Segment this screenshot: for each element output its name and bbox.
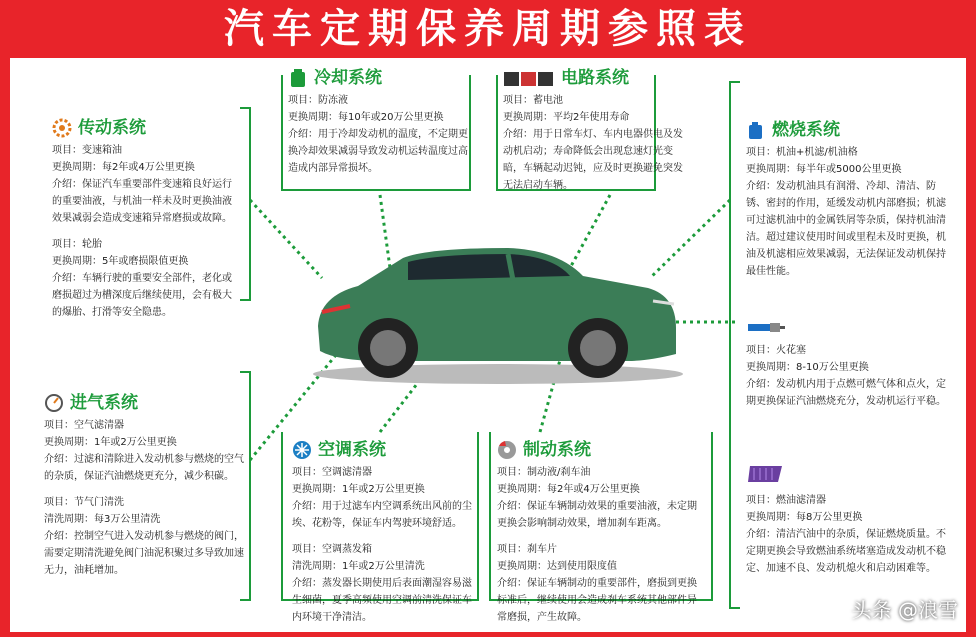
oil-can-icon: [746, 120, 766, 140]
fuel-line: 更换周期：每半年或5000公里更换: [746, 164, 902, 175]
brake-line: 项目：制动液/刹车油: [497, 467, 591, 478]
intake-line: 项目：空气滤清器: [44, 420, 124, 431]
spark-line: 更换周期：8-10万公里更换: [746, 362, 869, 373]
ac-section: [292, 438, 478, 626]
brake-line: 更换会影响制动效果，增加刹车距离。: [497, 518, 667, 529]
brake-line: 介绍：保证车辆制动效果的重要油液，未定期: [497, 501, 697, 512]
drive-title: 传动系统: [78, 117, 146, 138]
drive-line: 介绍：车辆行驶的重要安全部件，老化或: [52, 273, 232, 284]
fuel-line: 可过滤机油中的金属铁屑等杂质，保持机油清: [746, 215, 946, 226]
ac-title: 空调系统: [318, 439, 386, 460]
watermark: 头条 @浪雪: [851, 598, 958, 622]
brake-title: 制动系统: [523, 439, 591, 460]
electric-section: [503, 66, 703, 194]
spark-line: 项目：火花塞: [746, 345, 806, 356]
ac-line: 介绍：用于过滤车内空调系统出风前的尘: [292, 501, 472, 512]
intake-section: [44, 391, 244, 579]
drive-section: [52, 116, 242, 321]
ac-line: 清洗周期：1年或2万公里清洗: [292, 561, 425, 572]
fuel-filter-line: 定、加速不良、发动机熄火和启动困难等。: [746, 563, 936, 574]
brake-line: 介绍：保证车辆制动的重要部件，磨损到更换: [497, 578, 697, 589]
intake-line: 需要定期清洗避免阀门油泥积聚过多导致加速: [44, 548, 244, 559]
fuel-filter-line: 更换周期：每8万公里更换: [746, 512, 863, 523]
ac-line: 生细菌，夏季高频使用空调前清洗保证车: [292, 595, 472, 606]
ac-line: 内环境干净清洁。: [292, 612, 372, 623]
cooling-line: 换冷却效果减弱导致发动机运转温度过高: [288, 146, 468, 157]
brake-line: 项目：刹车片: [497, 544, 557, 555]
cooling-section: [288, 66, 472, 177]
cooling-line: 更换周期：每10年或20万公里更换: [288, 112, 444, 123]
ac-line: 项目：空调蒸发箱: [292, 544, 372, 555]
cooling-line: 项目：防冻液: [288, 95, 348, 106]
intake-line: 更换周期：1年或2万公里更换: [44, 437, 177, 448]
drive-line: 磨损超过为槽深度后继续使用，会有极大: [52, 290, 232, 301]
brake-disc-icon: [497, 440, 517, 460]
fuel-line: 介绍：发动机油具有润滑、冷却、清洁、防: [746, 181, 936, 192]
fuel-line: 项目：机油+机滤/机油格: [746, 147, 858, 158]
electric-title: 电路系统: [561, 67, 629, 88]
spark-line: 期更换保证汽油燃烧充分，发动机运行平稳。: [746, 396, 946, 407]
fuel-line: 洁。超过建议使用时间或里程未及时更换，机: [746, 232, 946, 243]
fuel-filter-section: [746, 460, 960, 577]
fuel-line: 锈、密封的作用，延缓发动机内部磨损；机滤: [746, 198, 946, 209]
electric-line: 动机启动；寿命降低会出现怠速灯光变: [503, 146, 673, 157]
brake-line: 常磨损，产生故障。: [497, 612, 587, 623]
drive-line: 的爆胎、打滑等安全隐患。: [52, 307, 172, 318]
ac-line: 介绍：蒸发器长期使用后表面潮湿容易滋: [292, 578, 472, 589]
cooling-line: 介绍：用于冷却发动机的温度，不定期更: [288, 129, 468, 140]
drive-line: 介绍：保证汽车重要部件变速箱良好运行: [52, 179, 232, 190]
drive-line: 项目：轮胎: [52, 239, 102, 250]
fuel-section: [746, 118, 956, 280]
intake-line: 无力，油耗增加。: [44, 565, 124, 576]
intake-line: 项目：节气门清洗: [44, 497, 124, 508]
brake-line: 标准后，继续使用会造成刹车系统其他部件异: [497, 595, 697, 606]
electric-line: 更换周期：平均2年使用寿命: [503, 112, 630, 123]
gear-icon: [52, 118, 72, 138]
ac-line: 埃、花粉等，保证车内驾驶环境舒适。: [292, 518, 462, 529]
cooling-line: 造成内部异常损坏。: [288, 163, 378, 174]
intake-line: 介绍：过滤和清除进入发动机参与燃烧的空气: [44, 454, 244, 465]
ac-line: 更换周期：1年或2万公里更换: [292, 484, 425, 495]
snowflake-icon: [292, 440, 312, 460]
drive-line: 更换周期：每2年或4万公里更换: [52, 162, 195, 173]
page-title: 汽车定期保养周期参照表: [224, 6, 752, 52]
spark-plug-icon: [746, 318, 786, 336]
battery-icon: [503, 68, 555, 88]
drive-line: 项目：变速箱油: [52, 145, 122, 156]
electric-line: 项目：蓄电池: [503, 95, 563, 106]
fuel-line: 油及机滤相应效果减弱，无法保证发动机保持: [746, 249, 946, 260]
fuel-filter-line: 项目：燃油滤清器: [746, 495, 826, 506]
fuel-filter-line: 介绍：清洁汽油中的杂质，保证燃烧质量。不: [746, 529, 946, 540]
drive-line: 效果减弱会造成变速箱异常磨损或故障。: [52, 213, 232, 224]
fuel-filter-icon: [746, 460, 786, 486]
intake-title: 进气系统: [70, 392, 138, 413]
spark-plug-section: [746, 318, 960, 410]
fuel-filter-line: 定期更换会导致燃油系统堵塞造成发动机不稳: [746, 546, 946, 557]
coolant-icon: [288, 68, 308, 88]
intake-line: 介绍：控制空气进入发动机参与燃烧的阀门，: [44, 531, 244, 542]
gauge-icon: [44, 393, 64, 413]
electric-line: 暗，车辆起动迟钝，应及时更换避免突发: [503, 163, 683, 174]
intake-line: 清洗周期：每3万公里清洗: [44, 514, 161, 525]
ac-line: 项目：空调滤清器: [292, 467, 372, 478]
drive-line: 的重要油液，与机油一样未及时更换油液: [52, 196, 232, 207]
cooling-title: 冷却系统: [314, 67, 382, 88]
fuel-line: 最佳性能。: [746, 266, 796, 277]
electric-line: 介绍：用于日常车灯、车内电器供电及发: [503, 129, 683, 140]
fuel-title: 燃烧系统: [772, 119, 840, 140]
brake-section: [497, 438, 715, 626]
electric-line: 无法启动车辆。: [503, 180, 573, 191]
spark-line: 介绍：发动机内用于点燃可燃气体和点火，定: [746, 379, 946, 390]
brake-line: 更换周期：每2年或4万公里更换: [497, 484, 640, 495]
drive-line: 更换周期：5年或磨损限值更换: [52, 256, 189, 267]
brake-line: 更换周期：达到使用限度值: [497, 561, 617, 572]
intake-line: 的杂质，保证汽油燃烧更充分，减少积碳。: [44, 471, 234, 482]
car-image: [308, 236, 688, 386]
